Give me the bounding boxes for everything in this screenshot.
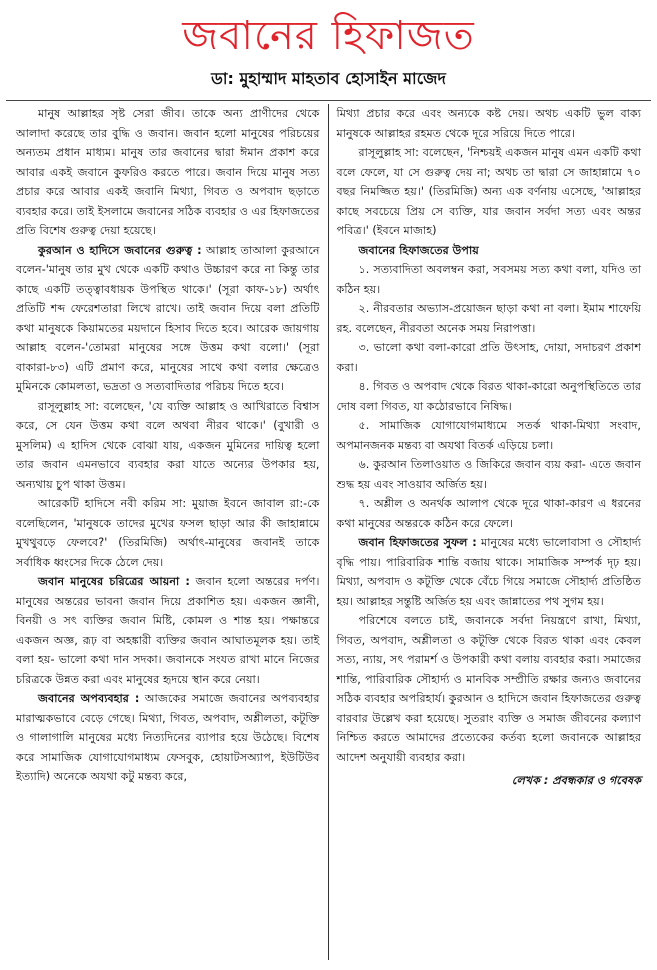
paragraph xyxy=(337,611,642,767)
paragraph-text: রাসূলুল্লাহ সা: বলেছেন, 'নিশ্চয়ই একজন মানুষ এমন একটি কথা বলে ফেলে, যা সে গুরুত্ব দেয় না; অথচ তা দ্বারা সে জাহান্নামে ৭০ বছর নিমজ্জিত হয়।' (তিরমিজি) অন্য এক বর্ণনায় এসেছে, 'আল্লাহর কাছে সবচেয়ে প্রিয় সে ব্যক্তি, যার জবান সর্বদা সত্য এবং অন্তর পবিত্র।' (ইবনে মাজাহ) xyxy=(336,146,641,237)
section-heading: জবানের হিফাজতের উপায় xyxy=(358,243,479,257)
section-heading: জবানের অপব্যবহার : xyxy=(38,692,140,705)
list-item: ১. সত্যবাদিতা অবলম্বন করা, সবসময় সত্য কথা বলা, যদিও তা কঠিন হয়। xyxy=(336,263,641,296)
paragraph-text: মানুষ আল্লাহর সৃষ্ট সেরা জীব। তাকে অন্য প্রাণীদের থেকে আলাদা করেছে তার বুদ্ধি ও জবান। জবান হলো মানুষের পরিচয়ের অন্যতম প্রধান মাধ্যম। মানুষ তার জবানের দ্বারা ঈমান প্রকাশ করে আবার একই জবানে কুফরিও করতে পারে। জবান দিয়ে মানুষ সত্য প্রচার করে আবার একই জবানি মিথ্যা, গিবত ও অপবাদ ছড়াতে ব্যবহার করে। তাই ইসলামে জবানের সঠিক ব্যবহার ও এর হিফাজতের প্রতি বিশেষ গুরুত্ব দেয়া হয়েছে। xyxy=(16,107,320,237)
paragraph-text: আরেকটি হাদিসে নবী করিম সা: মুয়াজ ইবনে জাবাল রা:-কে বলেছিলেন, 'মানুষকে তাদের মুখের ফসল ছাড়া আর কী জাহান্নামে মুখথুবড়ে ফেলবে?' (তিরমিজি) অর্থাৎ-মানুষের জবানই তাকে সর্বাধিক ধ্বংসের দিকে ঠেলে দেয়। xyxy=(16,497,320,569)
paragraph xyxy=(16,241,320,397)
section-heading: কুরআন ও হাদিসে জবানের গুরুত্ব : xyxy=(38,243,202,257)
right-column xyxy=(329,104,650,960)
paragraph xyxy=(16,494,320,572)
byline-text: প্রবন্ধকার ও গবেষক xyxy=(552,774,641,787)
paragraph-text: আজকের সমাজে জবানের অপব্যবহার মারাত্মকভাবে বেড়ে গেছে। মিথ্যা, গিবত, অপবাদ, অশ্লীলতা, কটূক্তি ও গালাগালি মানুষের মধ্যে নিত্যদিনের ব্যাপার হয়ে উঠেছে। বিশেষ করে সামাজিক যোগাযোগমাধ্যম ফেসবুক, হোয়াটসঅ্যাপ, ইউটিউব ইত্যাদি) অনেকে অযথা কটু মন্তব্য করে, xyxy=(16,692,320,783)
byline-label: লেখক : xyxy=(511,774,549,787)
methods-list xyxy=(337,260,642,533)
paragraph-text: পরিশেষে বলতে চাই, জবানকে সর্বদা নিয়ন্ত্রণে রাখা, মিথ্যা, গিবত, অপবাদ, অশ্লীলতা ও কটূক্তি থেকে বিরত থাকা এবং কেবল সত্য, ন্যায়, সৎ পরামর্শ ও উপকারী কথা বলায় ব্যবহার করা। সমাজের শান্তি, পারিবারিক সৌহার্দ্য ও মানবিক সম্প্রীতি রক্ষার জন্যও জবানের সঠিক ব্যবহার অপরিহার্য। কুরআন ও হাদিসে জবান হিফাজতের গুরুত্ব বারবার উল্লেখ করা হয়েছে। সুতরাং ব্যক্তি ও সমাজ জীবনের কল্যাণ নিশ্চিত করতে আমাদের প্রত্যেকের কর্তব্য হলো জবানকে আল্লাহর আদেশ অনুযায়ী ব্যবহার করা। xyxy=(336,614,641,764)
paragraph xyxy=(337,533,642,611)
title-divider xyxy=(6,100,651,101)
paragraph xyxy=(16,689,320,787)
list-item: ৬. কুরআন তিলাওয়াত ও জিকিরে জবান ব্যয় করা- এতে জবান শুদ্ধ হয় এবং সাওয়াব অর্জিত হয়। xyxy=(336,458,641,491)
paragraph-text: আল্লাহ তাআলা কুরআনে বলেন-'মানুষ তার মুখ থেকে একটি কথাও উচ্চারণ করে না কিন্তু তার কাছে একটি তত্ত্বাবধায়ক উপস্থিত থাকে।' (সূরা কাফ-১৮) অর্থাৎ প্রতিটি শব্দ ফেরেশতারা লিখে রাখে। তাই জবান দিয়ে বলা প্রতিটি কথা মানুষকে কিয়ামতের ময়দানে হিসাব দিতে হবে। আরেক জায়গায় আল্লাহ বলেন-'তোমরা মানুষের সঙ্গে উত্তম কথা বলো।' (সূরা বাকারা-৮৩) এটি প্রমাণ করে, মানুষের সাথে কথা বলার ক্ষেত্রেও মুমিনকে কোমলতা, ভদ্রতা ও সত্যবাদিতার পরিচয় দিতে হবে। xyxy=(16,243,320,393)
paragraph-text: মানুষের মধ্যে ভালোবাসা ও সৌহার্দ্য বৃদ্ধি পায়। পারিবারিক শান্তি বজায় থাকে। সামাজিক সম্পর্ক দৃঢ় হয়। মিথ্যা, অপবাদ ও কটূক্তি থেকে বেঁচে গিয়ে সমাজে সৌহার্দ্য প্রতিষ্ঠিত হয়। আল্লাহর সন্তুষ্টি অর্জিত হয় এবং জান্নাতের পথ সুগম হয়। xyxy=(336,536,641,608)
list-item: ৫. সামাজিক যোগাযোগমাধ্যমে সতর্ক থাকা-মিথ্যা সংবাদ, অপমানজনক মন্তব্য বা অযথা বিতর্ক এড়িয়ে চলা। xyxy=(336,419,641,452)
article-title: জবানের হিফাজত xyxy=(182,13,475,59)
list-item: ৭. অশ্লীল ও অনর্থক আলাপ থেকে দূরে থাকা-কারণ এ ধরনের কথা মানুষের অন্তরকে কঠিন করে ফেলে। xyxy=(336,497,641,530)
article-author: ডা: মুহাম্মাদ মাহতাব হোসাইন মাজেদ xyxy=(211,69,446,88)
list-item: ৩. ভালো কথা বলা-কারো প্রতি উৎসাহ, দোয়া, সদাচরণ প্রকাশ করা। xyxy=(336,341,641,374)
list-item: ২. নীরবতার অভ্যাস-প্রয়োজন ছাড়া কথা না বলা। ইমাম শাফেয়ি রহ. বলেছেন, নীরবতা অনেক সময় নিরাপত্তা। xyxy=(336,302,641,335)
paragraph-text: জবান হলো অন্তরের দর্পণ। মানুষের অন্তরের ভাবনা জবান দিয়ে প্রকাশিত হয়। একজন জ্ঞানী, বিনয়ী ও সৎ ব্যক্তির জবান মিষ্টি, কোমল ও শান্ত হয়। পক্ষান্তরে একজন অজ্ঞ, রূঢ় বা অহঙ্কারী ব্যক্তির জবান আঘাতমূলক হয়। তাই বলা হয়- ভালো কথা দান সদকা। জবানকে সংযত রাখা মানে নিজের চরিত্রকে উন্নত করা এবং মানুষের হৃদয়ে স্থান করে নেয়া। xyxy=(16,575,320,686)
paragraph xyxy=(337,104,642,143)
article-page xyxy=(0,8,657,970)
paragraph xyxy=(16,397,320,495)
byline xyxy=(337,771,642,791)
left-column xyxy=(8,104,329,960)
section-heading: জবান মানুষের চরিত্রের আয়না : xyxy=(38,575,190,588)
paragraph-text: রাসূলুল্লাহ সা: বলেছেন, 'যে ব্যক্তি আল্লাহ ও আখিরাতে বিশ্বাস করে, সে যেন উত্তম কথা বলে অথবা নীরব থাকে।' (বুখারী ও মুসলিম) এ হাদিস থেকে বোঝা যায়, একজন মুমিনের দায়িত্ব হলো তার জবান এমনভাবে ব্যবহার করা যাতে অন্যের উপকার হয়, অন্যথায় চুপ থাকা উত্তম। xyxy=(16,399,320,491)
section-heading: জবান হিফাজতের সুফল : xyxy=(358,536,477,549)
paragraph xyxy=(16,104,320,241)
list-item: ৪. গিবত ও অপবাদ থেকে বিরত থাকা-কারো অনুপস্থিতিতে তার দোষ বলা গিবত, যা কঠোরভাবে নিষিদ্ধ। xyxy=(336,380,641,413)
paragraph xyxy=(16,572,320,689)
paragraph-text: মিথ্যা প্রচার করে এবং অন্যকে কষ্ট দেয়। অথচ একটি ভুল বাক্য মানুষকে আল্লাহর রহমত থেকে দূরে সরিয়ে দিতে পারে। xyxy=(336,107,641,140)
paragraph xyxy=(337,143,642,241)
article-body xyxy=(8,104,649,960)
